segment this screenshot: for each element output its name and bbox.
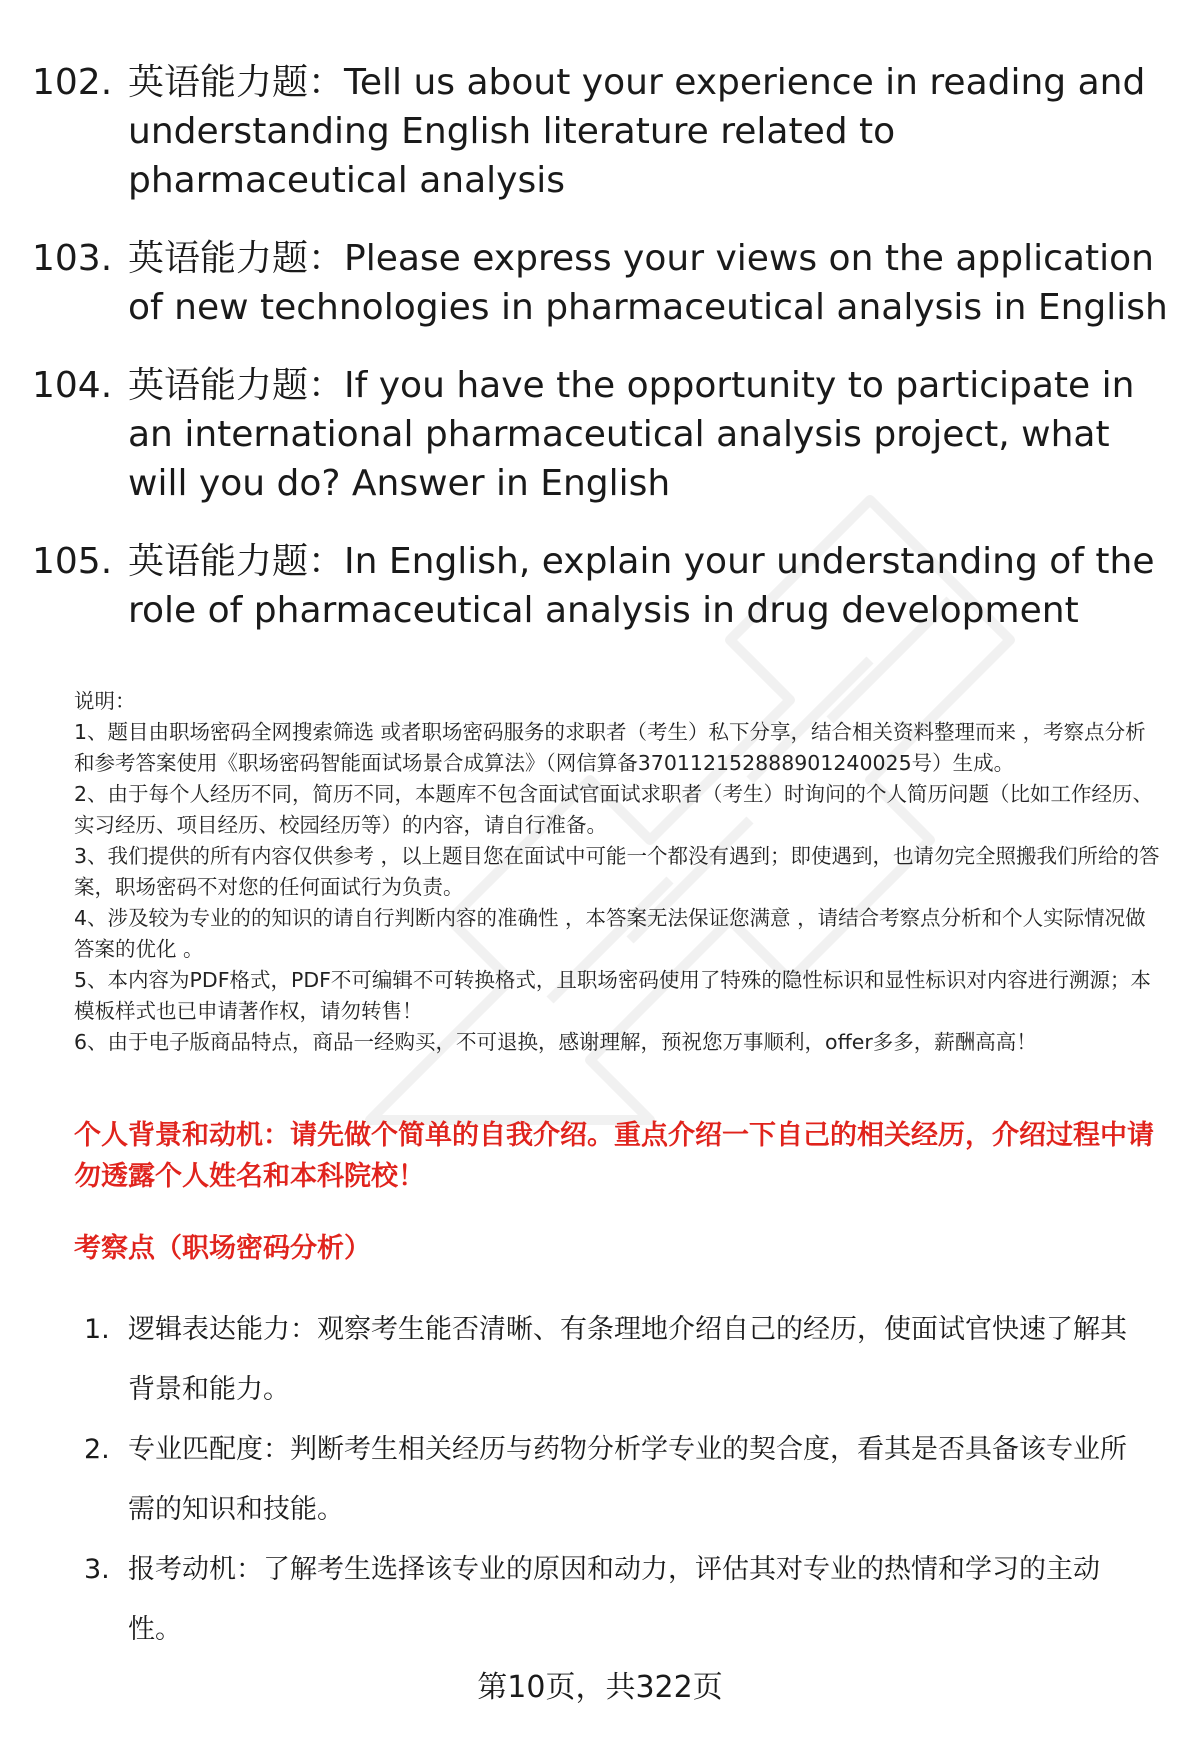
point-number: 1. bbox=[84, 1314, 110, 1345]
notes-section bbox=[74, 686, 1164, 1058]
question-item bbox=[32, 234, 1172, 332]
note-item: 1、题目由职场密码全网搜索筛选 或者职场密码服务的求职者（考生）私下分享，结合相关资料整理而来 ，考察点分析和参考答案使用《职场密码智能面试场景合成算法》（网信算备370112152888901240025号）生成。 bbox=[74, 720, 1146, 775]
question-text: 英语能力题：Please express your views on the application of new technologies in pharmaceutical analysis in English bbox=[128, 238, 1168, 328]
question-text: 英语能力题：If you have the opportunity to participate in an international pharmaceutical analysis project, what will you do? Answer in English bbox=[128, 365, 1135, 504]
point-text: 专业匹配度：判断考生相关经历与药物分析学专业的契合度，看其是否具备该专业所需的知识和技能。 bbox=[128, 1434, 1127, 1525]
question-item bbox=[32, 537, 1172, 635]
notes-heading: 说明： bbox=[74, 689, 136, 713]
question-number: 105. bbox=[32, 541, 113, 582]
question-number: 103. bbox=[32, 238, 113, 279]
point-text: 逻辑表达能力：观察考生能否清晰、有条理地介绍自己的经历，使面试官快速了解其背景和能力。 bbox=[128, 1314, 1127, 1405]
question-number: 102. bbox=[32, 62, 113, 103]
analysis-points bbox=[84, 1300, 1144, 1660]
point-number: 2. bbox=[84, 1434, 110, 1465]
analysis-point bbox=[84, 1540, 1144, 1660]
analysis-point bbox=[84, 1420, 1144, 1540]
question-text: 英语能力题：Tell us about your experience in reading and understanding English literature related to pharmaceutical analysis bbox=[128, 62, 1146, 201]
page-footer: 第10页，共322页 bbox=[477, 1670, 723, 1705]
question-number: 104. bbox=[32, 365, 113, 406]
note-item: 6、由于电子版商品特点，商品一经购买，不可退换，感谢理解，预祝您万事顺利，offer多多，薪酬高高！ bbox=[74, 1030, 1037, 1054]
question-list bbox=[32, 58, 1172, 664]
analysis-heading: 考察点（职场密码分析） bbox=[74, 1233, 371, 1264]
analysis-point bbox=[84, 1300, 1144, 1420]
question-text: 英语能力题：In English, explain your understanding of the role of pharmaceutical analysis in drug development bbox=[128, 541, 1155, 631]
point-text: 报考动机：了解考生选择该专业的原因和动力，评估其对专业的热情和学习的主动性。 bbox=[128, 1554, 1100, 1645]
question-item bbox=[32, 361, 1172, 508]
question-item bbox=[32, 58, 1172, 205]
note-item: 3、我们提供的所有内容仅供参考 ，以上题目您在面试中可能一个都没有遇到；即使遇到，也请勿完全照搬我们所给的答案，职场密码不对您的任何面试行为负责。 bbox=[74, 844, 1160, 899]
note-item: 4、涉及较为专业的的知识的请自行判断内容的准确性 ，本答案无法保证您满意 ，请结合考察点分析和个人实际情况做答案的优化 。 bbox=[74, 906, 1146, 961]
point-number: 3. bbox=[84, 1554, 110, 1585]
background-question: 个人背景和动机：请先做个简单的自我介绍。重点介绍一下自己的相关经历，介绍过程中请勿透露个人姓名和本科院校！ bbox=[74, 1120, 1154, 1192]
note-item: 2、由于每个人经历不同，简历不同，本题库不包含面试官面试求职者（考生）时询问的个人简历问题（比如工作经历、实习经历、项目经历、校园经历等）的内容，请自行准备。 bbox=[74, 782, 1154, 837]
note-item: 5、本内容为PDF格式，PDF不可编辑不可转换格式，且职场密码使用了特殊的隐性标识和显性标识对内容进行溯源；本模板样式也已申请著作权，请勿转售！ bbox=[74, 968, 1151, 1023]
